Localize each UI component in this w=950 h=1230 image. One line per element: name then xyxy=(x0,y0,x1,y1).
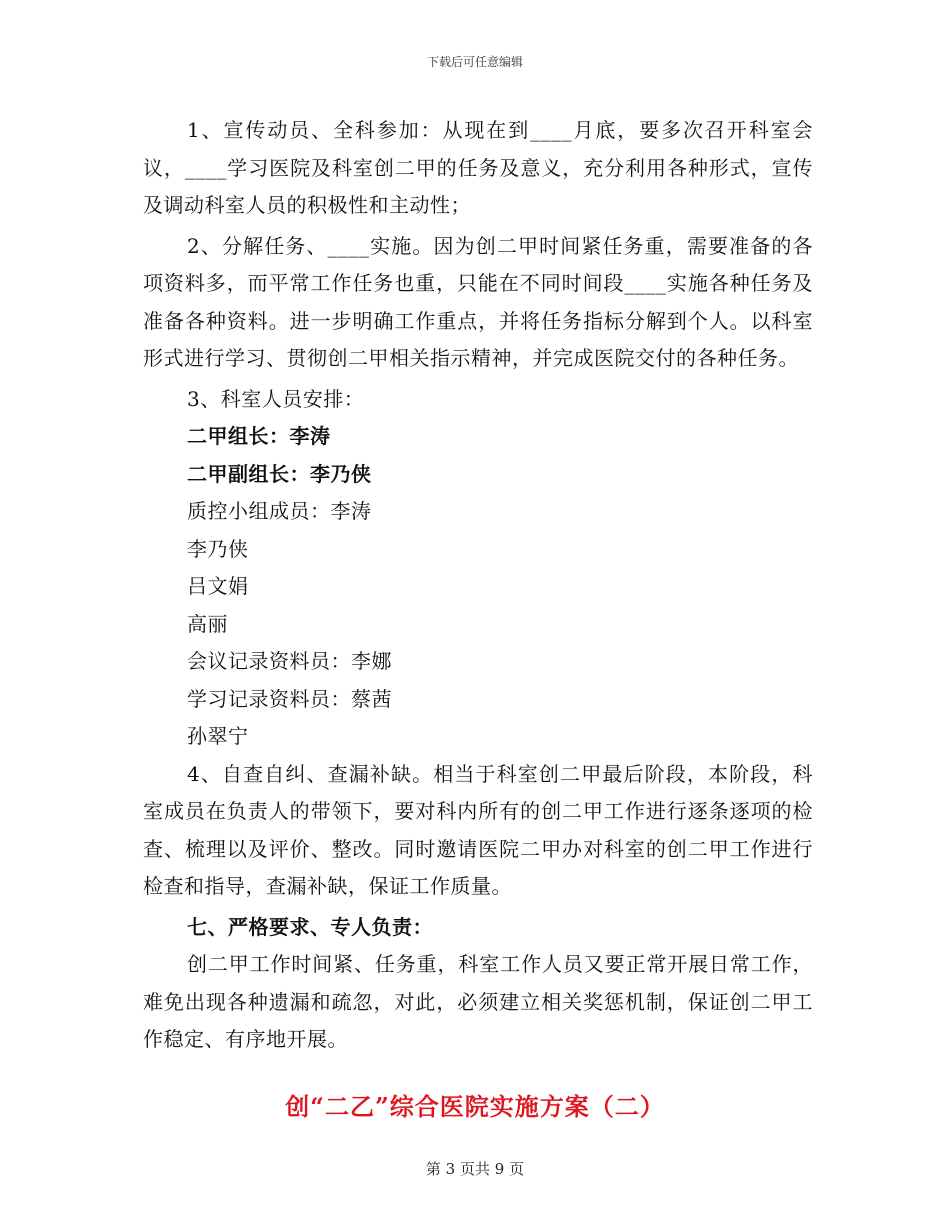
page-footer: 第 3 页共 9 页 xyxy=(425,1160,525,1178)
staff-heading: 3、科室人员安排： xyxy=(187,386,365,411)
paragraph-2: 2、分解任务、____实施。因为创二甲时间紧任务重，需要准备的各项资料多，而平常工作任务也重，只能在不同时间段____实施各种任务及准备各种资料。进一步明确工作重点，并将任务指标分解到个人。以科室形式进行学习、贯彻创二甲相关指示精神，并完成医院交付的各种任务。 xyxy=(143,233,813,370)
document-body xyxy=(143,112,813,1059)
staff-line-member: 孙翠宁 xyxy=(187,724,249,748)
plan-title: 创“二乙”综合医院实施方案（二） xyxy=(285,1092,665,1121)
section-7-heading: 七、严格要求、专人负责： xyxy=(187,914,433,939)
paragraph-1: 1、宣传动员、全科参加：从现在到____月底，要多次召开科室会议，____学习医院及科室创二甲的任务及意义，充分利用各种形式，宣传及调动科室人员的积极性和主动性； xyxy=(143,118,813,217)
deputy-leader: 二甲副组长：李乃侠 xyxy=(187,461,372,486)
staff-line-study-recorder: 学习记录资料员：蔡茜 xyxy=(187,686,392,711)
staff-line-qc-members: 质控小组成员：李涛 xyxy=(187,499,372,523)
page-header: 下载后可任意编辑 xyxy=(426,55,523,69)
staff-line-meeting-recorder: 会议记录资料员：李娜 xyxy=(187,649,392,673)
paragraph-4: 4、自查自纠、查漏补缺。相当于科室创二甲最后阶段，本阶段，科室成员在负责人的带领下，要对科内所有的创二甲工作进行逐条逐项的检查、梳理以及评价、整改。同时邀请医院二甲办对科室的创二甲工作进行检查和指导，查漏补缺，保证工作质量。 xyxy=(143,761,813,898)
staff-line-member: 吕文娟 xyxy=(187,574,249,598)
group-leader: 二甲组长：李涛 xyxy=(187,424,331,448)
staff-line-member: 李乃侠 xyxy=(187,536,249,561)
section-7-text: 创二甲工作时间紧、任务重，科室工作人员又要正常开展日常工作，难免出现各种遗漏和疏忽，对此，必须建立相关奖惩机制，保证创二甲工作稳定、有序地开展。 xyxy=(143,952,813,1051)
staff-line-member: 高丽 xyxy=(187,611,228,636)
